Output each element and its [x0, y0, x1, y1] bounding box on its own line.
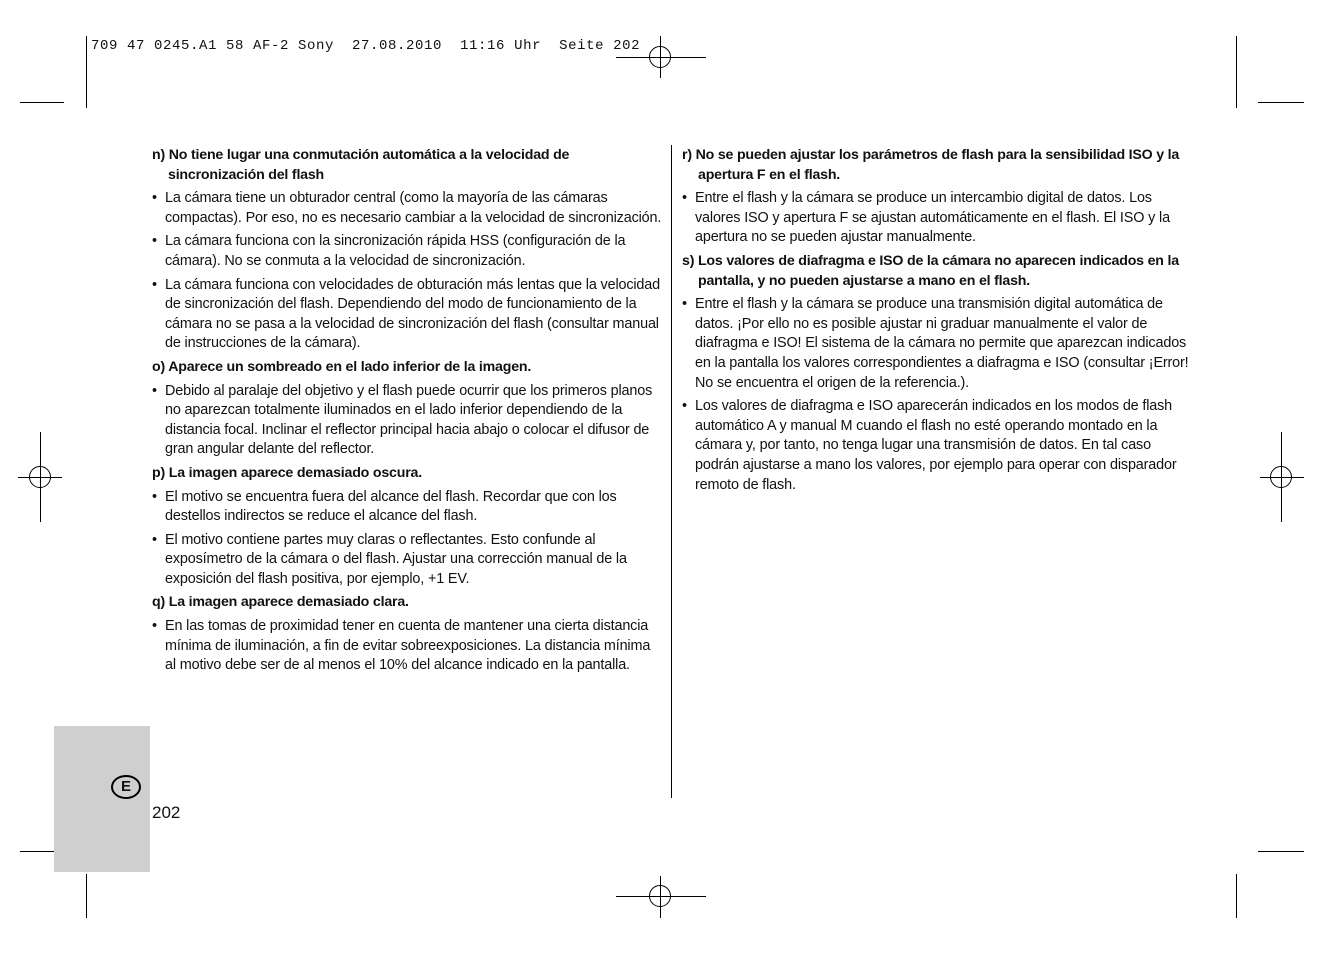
bullet-item: • El motivo contiene partes muy claras o reflectantes. Esto confunde al exposímetro de la cámara o del flash. Ajustar una corrección manual de la exposición del flash positiva, por ejemplo, +1 EV. [152, 531, 662, 590]
section-r [682, 146, 1194, 248]
right-column [682, 146, 1194, 499]
section-heading: n) No tiene lugar una conmutación automática a la velocidad de sincronización del flash [152, 147, 570, 183]
section-heading: r) No se pueden ajustar los parámetros de flash para la sensibilidad ISO y la apertura F en el flash. [682, 147, 1180, 183]
section-s [682, 252, 1194, 495]
language-badge: E [111, 775, 141, 799]
section-heading: q) La imagen aparece demasiado clara. [152, 594, 409, 611]
bullet-item: • La cámara funciona con la sincronización rápida HSS (configuración de la cámara). No se conmuta a la velocidad de sincronización. [152, 232, 662, 271]
bullet-list [152, 488, 662, 590]
left-column [152, 146, 662, 680]
bullet-item: • Entre el flash y la cámara se produce un intercambio digital de datos. Los valores ISO y apertura F se ajustan automáticamente en el flash. El ISO y la apertura no se pueden ajustar manualmente. [682, 189, 1194, 248]
bullet-list [152, 382, 662, 460]
bullet-list [152, 617, 662, 676]
print-header: 709 47 0245.A1 58 AF-2 Sony 27.08.2010 11:16 Uhr Seite 202 [91, 38, 641, 54]
bullet-list [682, 295, 1194, 495]
bullet-item: • Entre el flash y la cámara se produce una transmisión digital automática de datos. ¡Por ello no es posible ajustar ni graduar manualmente el valor de diafragma e ISO! El sistema de la cámara no permite que aparezcan indicados en la pantalla los valores correspondientes a diafragma e ISO (consultar ¡Error! No se encuentra el origen de la referencia.). [682, 295, 1194, 393]
bullet-list [152, 189, 662, 354]
section-n [152, 146, 662, 354]
section-o [152, 358, 662, 460]
section-heading: s) Los valores de diafragma e ISO de la cámara no aparecen indicados en la pantalla, y no pueden ajustarse a mano en el flash. [682, 252, 1179, 289]
section-heading: o) Aparece un sombreado en el lado inferior de la imagen. [152, 358, 532, 375]
bullet-item: • En las tomas de proximidad tener en cuenta de mantener una cierta distancia mínima de iluminación, a fin de evitar sobreexposiciones. La distancia mínima al motivo debe ser de al menos el 10% del alcance indicado en la pantalla. [152, 617, 662, 676]
section-p [152, 464, 662, 590]
section-q [152, 593, 662, 675]
language-tab [54, 726, 150, 872]
bullet-list [682, 189, 1194, 248]
bullet-item: • La cámara tiene un obturador central (como la mayoría de las cámaras compactas). Por eso, no es necesario cambiar a la velocidad de sincronización. [152, 189, 662, 228]
section-heading: p) La imagen aparece demasiado oscura. [152, 464, 422, 481]
bullet-item: • Debido al paralaje del objetivo y el flash puede ocurrir que los primeros planos no aparezcan totalmente iluminados en el lado inferior dependiendo de la distancia focal. Inclinar el reflector principal hacia abajo o colocar el difusor de gran angular delante del reflector. [152, 382, 662, 460]
page-number: 202 [152, 803, 181, 822]
bullet-item: • Los valores de diafragma e ISO aparecerán indicados en los modos de flash automático A y manual M cuando el flash no esté operando montado en la cámara y, por tanto, no tenga lugar una transmisión de datos. En tal caso podrán ajustarse a mano los valores, por ejemplo para operar con disparador remoto de flash. [682, 397, 1194, 495]
bullet-item: • El motivo se encuentra fuera del alcance del flash. Recordar que con los destellos indirectos se reduce el alcance del flash. [152, 488, 662, 527]
bullet-item: • La cámara funciona con velocidades de obturación más lentas que la velocidad de sincronización del flash. Dependiendo del modo de funcionamiento de la cámara no se pasa a la velocidad de sincronización del flash (consultar manual de instrucciones de la cámara). [152, 276, 662, 354]
column-divider [671, 145, 672, 798]
